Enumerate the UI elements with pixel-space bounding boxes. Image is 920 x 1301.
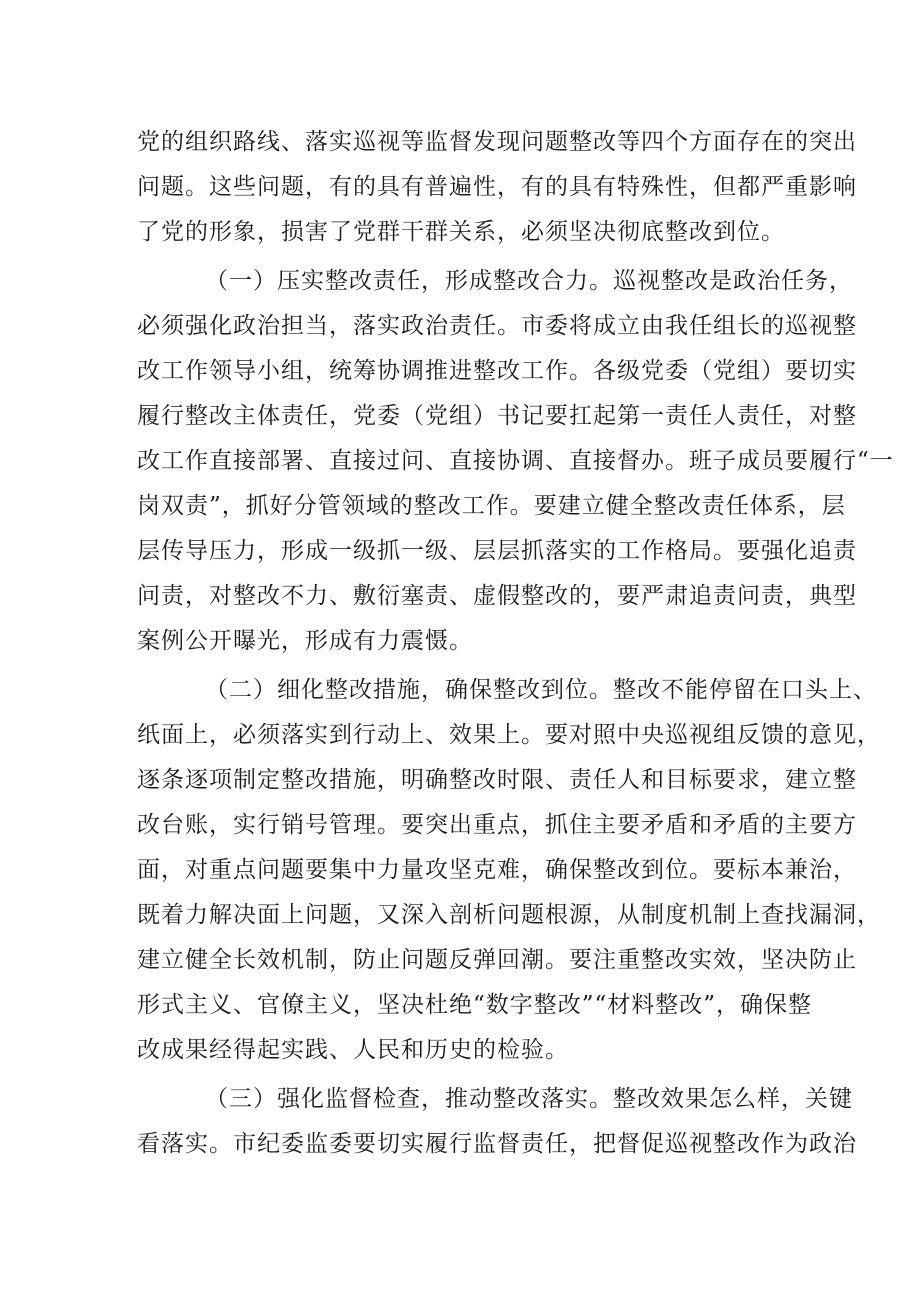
text-line: 案例公开曝光，形成有力震慑。 bbox=[137, 628, 473, 654]
paragraph-section-2 bbox=[137, 668, 881, 1073]
paragraph-section-1 bbox=[137, 259, 894, 664]
text-line: 看落实。市纪委监委要切实履行监督责任，把督促巡视整改作为政治 bbox=[137, 1131, 857, 1157]
text-line: 改工作领导小组，统筹协调推进整改工作。各级党委（党组）要切实 bbox=[137, 358, 857, 384]
text-line: 问题。这些问题，有的具有普遍性，有的具有特殊性，但都严重影响 bbox=[137, 174, 857, 200]
section-heading-line: （一）压实整改责任，形成整改合力。巡视整改是政治任务， bbox=[205, 268, 853, 294]
text-line: 既着力解决面上问题，又深入剖析问题根源，从制度机制上查找漏洞， bbox=[137, 902, 881, 928]
text-line: 了党的形象，损害了党群干群关系，必须坚决彻底整改到位。 bbox=[137, 219, 785, 245]
text-line: 层传导压力，形成一级抓一级、层层抓落实的工作格局。要强化追责 bbox=[137, 538, 857, 564]
paragraph-continuation bbox=[137, 120, 857, 255]
text-line: 纸面上，必须落实到行动上、效果上。要对照中央巡视组反馈的意见， bbox=[137, 722, 881, 748]
text-line: 问责，对整改不力、敷衍塞责、虚假整改的，要严肃追责问责，典型 bbox=[137, 583, 857, 609]
text-line: 逐条逐项制定整改措施，明确整改时限、责任人和目标要求，建立整 bbox=[137, 767, 857, 793]
text-line: 党的组织路线、落实巡视等监督发现问题整改等四个方面存在的突出 bbox=[137, 129, 857, 155]
text-line: 面，对重点问题要集中力量攻坚克难，确保整改到位。要标本兼治， bbox=[137, 857, 857, 883]
text-line: 岗双责”，抓好分管领域的整改工作。要建立健全整改责任体系，层 bbox=[137, 493, 846, 519]
section-heading-line: （二）细化整改措施，确保整改到位。整改不能停留在口头上、 bbox=[205, 677, 877, 703]
text-line: 必须强化政治担当，落实政治责任。市委将成立由我任组长的巡视整 bbox=[137, 313, 857, 339]
section-heading-line: （三）强化监督检查，推动整改落实。整改效果怎么样，关键 bbox=[205, 1086, 853, 1112]
text-line: 形式主义、官僚主义，坚决杜绝“数字整改”“材料整改”，确保整 bbox=[137, 992, 813, 1018]
text-line: 改成果经得起实践、人民和历史的检验。 bbox=[137, 1037, 569, 1063]
document-body bbox=[137, 120, 894, 1167]
paragraph-section-3 bbox=[137, 1077, 857, 1167]
text-line: 履行整改主体责任，党委（党组）书记要扛起第一责任人责任，对整 bbox=[137, 403, 857, 429]
text-line: 改工作直接部署、直接过问、直接协调、直接督办。班子成员要履行“一 bbox=[137, 448, 894, 474]
text-line: 建立健全长效机制，防止问题反弹回潮。要注重整改实效，坚决防止 bbox=[137, 947, 857, 973]
text-line: 改台账，实行销号管理。要突出重点，抓住主要矛盾和矛盾的主要方 bbox=[137, 812, 857, 838]
